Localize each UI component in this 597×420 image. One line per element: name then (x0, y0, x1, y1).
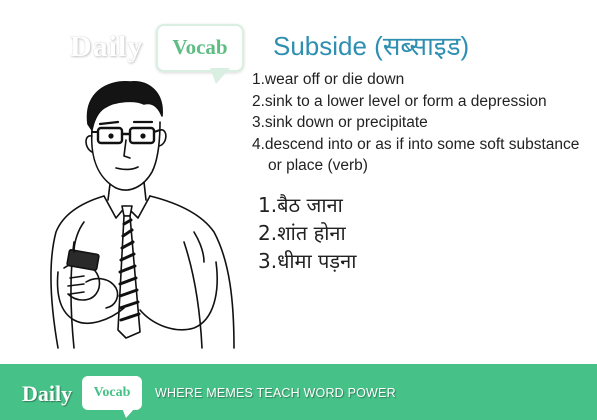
footer-logo-bubble (82, 376, 142, 410)
footer-banner (0, 364, 597, 420)
footer-logo-daily: Daily (22, 381, 73, 406)
footer-logo-vocab: Vocab (93, 385, 131, 400)
word-title: Subside (सब्साइड) (273, 31, 470, 61)
logo-speech-bubble (156, 24, 244, 72)
hindi-meanings (258, 191, 356, 275)
man-with-phone-illustration (44, 72, 244, 352)
definition-item: 4.descend into or as if into some soft substance or place (verb) (252, 135, 580, 174)
definitions-list (252, 69, 592, 177)
definition-item: 3.sink down or precipitate (252, 114, 428, 131)
footer-tagline: WHERE MEMES TEACH WORD POWER (155, 386, 396, 400)
logo-vocab-text: Vocab (172, 35, 228, 59)
definition-item: 1.wear off or die down (252, 71, 405, 88)
definition-item: 2.sink to a lower level or form a depression (252, 92, 547, 110)
hindi-meaning-item: 1.बैठ जाना (258, 193, 343, 217)
footer-bubble-tail (122, 408, 135, 418)
hindi-meaning-item: 3.धीमा पड़ना (258, 249, 357, 273)
logo-daily-text: Daily (70, 30, 144, 63)
hindi-meaning-item: 2.शांत होना (258, 221, 346, 245)
